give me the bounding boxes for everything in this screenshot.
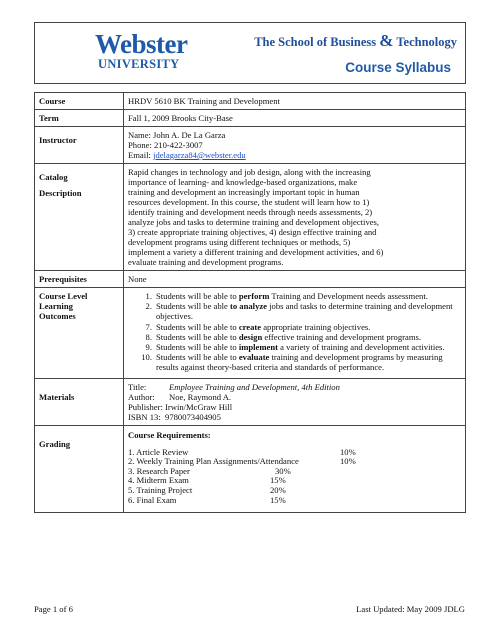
catalog-line: 3) create appropriate training objectives, 4) design effective training and: [128, 227, 377, 237]
outcome-text-pre: Students will be able to: [156, 352, 239, 363]
outcome-item: [128, 352, 461, 372]
outcomes-label-line1: Course Level: [39, 291, 88, 301]
outcome-verb: design: [238, 331, 263, 342]
school-name-part1: The School of Business: [254, 35, 377, 49]
grading-heading: Course Requirements:: [128, 429, 211, 440]
materials-title-value: Employee Training and Development, 4th Edition: [169, 381, 340, 392]
materials-publisher: [128, 402, 461, 412]
grading-item: [128, 447, 461, 457]
email-label: Email:: [128, 150, 154, 160]
materials-author-value: Noe, Raymond A.: [169, 391, 232, 402]
grading-value: [124, 425, 466, 513]
grading-item: [128, 475, 461, 485]
grading-item-percent: 10%: [340, 446, 356, 457]
document-title: Course Syllabus: [345, 60, 451, 75]
outcomes-label: [35, 288, 124, 379]
outcome-item: [128, 291, 461, 301]
outcomes-row: [35, 288, 466, 379]
last-updated: Last Updated: May 2009 JDLG: [356, 604, 465, 614]
materials-title-key: Title:: [128, 381, 147, 392]
outcome-text: [156, 322, 461, 332]
outcome-text-post: appropriate training objectives.: [261, 321, 371, 332]
page-number: Page 1 of 6: [34, 604, 73, 614]
materials-author: [128, 392, 461, 402]
catalog-line: analyze jobs and tasks to determine training and development objectives,: [128, 217, 380, 227]
catalog-label-line2: Description: [39, 188, 82, 198]
outcome-number: 1.: [145, 291, 152, 301]
outcome-item: [128, 342, 461, 352]
grading-item-name: 6. Final Exam: [128, 494, 177, 505]
outcome-text: [156, 352, 461, 372]
grading-item-name: 4. Midterm Exam: [128, 475, 189, 486]
catalog-label-line1: Catalog: [39, 172, 68, 182]
materials-isbn-value: 9780073404905: [165, 411, 221, 422]
materials-publisher-key: Publisher:: [128, 401, 163, 412]
grading-row: [35, 425, 466, 513]
instructor-row: [35, 127, 466, 164]
catalog-line: development programs using different techniques or methods, 5): [128, 237, 351, 247]
outcome-verb: to analyze: [230, 301, 267, 312]
school-name: [254, 31, 457, 51]
catalog-line: resources development. In this course, the student will learn how to 1): [128, 197, 370, 207]
outcome-text-pre: Students will be able to: [156, 342, 239, 353]
logo-subword: UNIVERSITY: [98, 57, 180, 71]
catalog-line: evaluate training and development programs.: [128, 257, 284, 267]
catalog-line: implement a variety a different training and development activities, and 6): [128, 247, 384, 257]
outcome-number: 10.: [141, 352, 152, 363]
outcomes-label-line2: Learning: [39, 301, 73, 311]
materials-value: [124, 378, 466, 425]
outcome-text-post: a variety of training and development activities.: [277, 342, 445, 353]
school-name-part2: Technology: [396, 35, 457, 49]
materials-isbn-key: ISBN 13:: [128, 411, 161, 422]
grading-item-name: 1. Article Review: [128, 446, 189, 457]
outcome-verb: perform: [238, 291, 270, 301]
materials-row: [35, 378, 466, 425]
instructor-name: Name: John A. De La Garza: [128, 130, 226, 140]
instructor-phone: Phone: 210-422-3007: [128, 140, 203, 150]
outcome-number: 9.: [145, 342, 152, 353]
instructor-email-link[interactable]: jdelagarza84@webster.edu: [153, 150, 246, 160]
prerequisites-value: None: [124, 271, 466, 288]
outcome-verb: create: [238, 321, 262, 332]
outcome-item: [128, 332, 461, 342]
materials-label: Materials: [35, 378, 124, 425]
outcome-text-pre: Students will be able to: [156, 321, 239, 332]
outcomes-label-line3: Outcomes: [39, 311, 76, 321]
prerequisites-label: Prerequisites: [35, 271, 124, 288]
term-value: Fall 1, 2009 Brooks City-Base: [124, 110, 466, 127]
grading-item-percent: 30%: [275, 465, 291, 476]
catalog-line: importance of learning- and knowledge-based organizations, make: [128, 177, 358, 187]
instructor-email-line: [128, 150, 461, 160]
outcome-text-post: effective training and development programs.: [262, 331, 422, 342]
course-label: Course: [35, 93, 124, 110]
syllabus-header: [34, 22, 466, 84]
outcome-text: [156, 342, 461, 352]
outcome-number: 8.: [145, 331, 152, 342]
outcome-text: [156, 332, 461, 342]
course-value: HRDV 5610 BK Training and Development: [124, 93, 466, 110]
grading-item: [128, 485, 461, 495]
outcomes-list: [124, 288, 466, 379]
grading-label: Grading: [35, 425, 124, 513]
outcome-number: 7.: [145, 321, 152, 332]
outcome-item: [128, 301, 461, 321]
outcome-text-pre: Students will be able to: [156, 331, 239, 342]
catalog-description: [124, 164, 466, 271]
materials-title: [128, 382, 461, 392]
grading-item-name: 2. Weekly Training Plan Assignments/Attendance: [128, 456, 299, 467]
grading-item: [128, 495, 461, 505]
grading-item-percent: 15%: [270, 475, 286, 486]
school-name-ampersand: &: [379, 31, 394, 50]
outcome-text-pre: Students will be able: [156, 301, 230, 312]
materials-publisher-value: Irwin/McGraw Hill: [165, 401, 233, 412]
materials-author-key: Author:: [128, 391, 155, 402]
logo-word: Webster: [95, 29, 188, 59]
grading-item-percent: 10%: [340, 456, 356, 467]
catalog-row: [35, 164, 466, 271]
catalog-line: identify training and development needs through needs assessments, 2): [128, 207, 373, 217]
grading-item-percent: 20%: [270, 485, 286, 495]
catalog-label: [35, 164, 124, 271]
outcome-text: [156, 301, 461, 321]
outcome-verb: implement: [238, 342, 278, 353]
prerequisites-row: [35, 271, 466, 288]
materials-isbn: [128, 412, 461, 422]
outcome-text: [156, 291, 461, 301]
outcome-item: [128, 322, 461, 332]
outcome-text-post: jobs and tasks to determine training and development objectives.: [156, 301, 453, 322]
syllabus-table: [34, 92, 466, 513]
catalog-line: training and development an increasingly important topic in human: [128, 187, 360, 197]
grading-item-name: 3. Research Paper: [128, 465, 190, 476]
outcome-verb: evaluate: [238, 352, 270, 363]
catalog-line: Rapid changes in technology and job design, along with the increasing: [128, 167, 371, 177]
outcome-text-post: training and development programs by measuring results against theory-based criteria and standards of performance.: [156, 352, 443, 373]
term-label: Term: [35, 110, 124, 127]
grading-item: [128, 466, 461, 476]
outcomes-items: [128, 291, 461, 373]
course-row: [35, 93, 466, 110]
grading-item-name: 5. Training Project: [128, 485, 193, 495]
instructor-label: Instructor: [35, 127, 124, 164]
grading-item-percent: 15%: [270, 494, 286, 505]
outcome-text-post: Training and Development needs assessment.: [269, 291, 428, 301]
grading-item: [128, 456, 461, 466]
outcome-number: 2.: [145, 301, 152, 312]
outcome-text-pre: Students will be able to: [156, 291, 239, 301]
webster-university-logo: [95, 31, 187, 70]
term-row: [35, 110, 466, 127]
instructor-value: [124, 127, 466, 164]
